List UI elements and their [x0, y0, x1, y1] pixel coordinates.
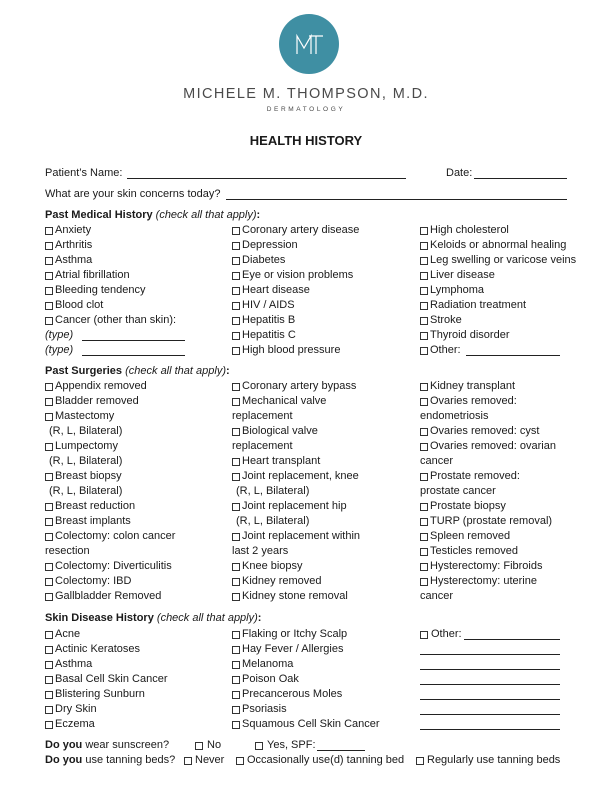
specialty: DERMATOLOGY: [266, 106, 346, 113]
date-field[interactable]: [474, 178, 567, 179]
checkbox[interactable]: [232, 347, 240, 355]
date-label: Date:: [446, 167, 473, 179]
checkbox[interactable]: [232, 706, 240, 714]
checklist-item-label: Biological valve: [242, 425, 318, 437]
checkbox[interactable]: [45, 257, 53, 265]
checklist-item-label: Testicles removed: [430, 545, 519, 557]
cancer-type-field-2[interactable]: [82, 355, 185, 356]
skin-other-line[interactable]: [420, 654, 560, 655]
checklist-item-label: Prostate biopsy: [430, 500, 506, 512]
checkbox[interactable]: [420, 473, 428, 481]
skin-concerns-field[interactable]: [226, 199, 567, 200]
checklist-item-label: High cholesterol: [430, 224, 509, 236]
checklist-item-label: Arthritis: [55, 239, 93, 251]
checklist-item-label: Dry Skin: [55, 703, 97, 715]
form-title: HEALTH HISTORY: [249, 133, 363, 148]
checklist-item-label: Depression: [242, 239, 298, 251]
skin-history-heading: Skin Disease History (check all that apply):: [45, 612, 262, 624]
checkbox[interactable]: [184, 757, 192, 765]
checkbox[interactable]: [232, 691, 240, 699]
checkbox[interactable]: [232, 272, 240, 280]
checkbox[interactable]: [45, 473, 53, 481]
checklist-item-label: Asthma: [55, 254, 93, 266]
checklist-item-label: Breast implants: [55, 515, 131, 527]
checklist-item-label: TURP (prostate removal): [430, 515, 553, 527]
checkbox[interactable]: [232, 593, 240, 601]
skin-other-label: Other:: [431, 628, 462, 640]
checklist-item-label: Bleeding tendency: [55, 284, 146, 296]
checkbox[interactable]: [45, 413, 53, 421]
checklist-item-label: Mastectomy: [55, 410, 115, 422]
checklist-item-label: Stroke: [430, 314, 462, 326]
checkbox[interactable]: [45, 242, 53, 250]
checkbox[interactable]: [420, 503, 428, 511]
checklist-item-label: endometriosis: [420, 410, 489, 422]
checklist-item-label: Breast reduction: [55, 500, 136, 512]
checklist-item-label: (R, L, Bilateral): [49, 425, 123, 437]
checklist-item-label: Ovaries removed: ovarian: [430, 440, 556, 452]
checklist-item-label: Coronary artery bypass: [242, 380, 357, 392]
practice-logo: [279, 14, 339, 74]
checkbox[interactable]: [232, 721, 240, 729]
checkbox[interactable]: [45, 518, 53, 526]
checkbox[interactable]: [420, 302, 428, 310]
tanning-regular-label: Regularly use tanning beds: [427, 754, 561, 766]
checklist-item-label: Hepatitis B: [242, 314, 296, 326]
checklist-item-label: Spleen removed: [430, 530, 511, 542]
checklist-item-label: cancer: [420, 455, 454, 467]
checkbox[interactable]: [420, 272, 428, 280]
checklist-item-label: Atrial fibrillation: [55, 269, 130, 281]
checklist-item-label: Colectomy: colon cancer: [55, 530, 176, 542]
checklist-item-label: prostate cancer: [420, 485, 496, 497]
checklist-item-label: replacement: [232, 440, 293, 452]
checklist-item-label: Eye or vision problems: [242, 269, 354, 281]
checklist-item-label: Hysterectomy: uterine: [430, 575, 537, 587]
checklist-item-label: Actinic Keratoses: [55, 643, 140, 655]
checkbox[interactable]: [232, 257, 240, 265]
checklist-item-label: Precancerous Moles: [242, 688, 343, 700]
skin-concerns-label: What are your skin concerns today?: [45, 188, 221, 200]
checkbox[interactable]: [45, 721, 53, 729]
medical-history-heading: Past Medical History (check all that apply):: [45, 209, 261, 221]
checkbox[interactable]: [232, 473, 240, 481]
checklist-item-label: High blood pressure: [242, 344, 341, 356]
checkbox[interactable]: [45, 593, 53, 601]
checklist-item-label: Bladder removed: [55, 395, 139, 407]
checklist-item-label: Heart transplant: [242, 455, 321, 467]
checklist-item-label: Prostate removed:: [430, 470, 520, 482]
checkbox[interactable]: [232, 661, 240, 669]
checkbox[interactable]: [420, 563, 428, 571]
checkbox[interactable]: [420, 443, 428, 451]
checkbox[interactable]: [420, 578, 428, 586]
checklist-item-label: Kidney stone removal: [242, 590, 348, 602]
checkbox[interactable]: [420, 548, 428, 556]
checklist-item-label: Knee biopsy: [242, 560, 303, 572]
checkbox[interactable]: [232, 317, 240, 325]
checkbox[interactable]: [45, 563, 53, 571]
checklist-item-label: replacement: [232, 410, 293, 422]
checklist-item-label: Keloids or abnormal healing: [430, 239, 567, 251]
checkbox[interactable]: [45, 503, 53, 511]
checkbox[interactable]: [232, 227, 240, 235]
checklist-item-label: Hysterectomy: Fibroids: [430, 560, 543, 572]
checklist-item-label: Asthma: [55, 658, 93, 670]
checklist-item-label: Anxiety: [55, 224, 92, 236]
checkbox[interactable]: [45, 287, 53, 295]
checklist-item-label: cancer: [420, 590, 454, 602]
checklist-item-label: Diabetes: [242, 254, 286, 266]
checklist-item-label: Breast biopsy: [55, 470, 122, 482]
patient-name-label: Patient’s Name:: [45, 167, 123, 179]
checkbox[interactable]: [45, 646, 53, 654]
checkbox[interactable]: [420, 332, 428, 340]
checkbox[interactable]: [45, 398, 53, 406]
checkbox[interactable]: [45, 317, 53, 325]
medical-other-field[interactable]: [466, 355, 560, 356]
checklist-item-label: resection: [45, 545, 90, 557]
checkbox[interactable]: [45, 676, 53, 684]
checkbox[interactable]: [420, 631, 428, 639]
checklist-item-label: Other:: [430, 344, 461, 356]
checkbox[interactable]: [420, 518, 428, 526]
checkbox[interactable]: [232, 428, 240, 436]
checklist-item-label: Flaking or Itchy Scalp: [242, 628, 348, 640]
checklist-item-label: Ovaries removed: cyst: [430, 425, 540, 437]
checkbox[interactable]: [232, 503, 240, 511]
tanning-question: Do you use tanning beds?: [45, 754, 176, 766]
checklist-item-label: Cancer (other than skin):: [55, 314, 177, 326]
checkbox[interactable]: [195, 742, 203, 750]
checkbox[interactable]: [232, 533, 240, 541]
cancer-type-label-2: (type): [45, 344, 74, 356]
checkbox[interactable]: [232, 332, 240, 340]
patient-name-field[interactable]: [127, 178, 406, 179]
checkbox[interactable]: [232, 302, 240, 310]
checkbox[interactable]: [420, 257, 428, 265]
checklist-item-label: Appendix removed: [55, 380, 147, 392]
checklist-item-label: Poison Oak: [242, 673, 299, 685]
checklist-item-label: Radiation treatment: [430, 299, 526, 311]
checkbox[interactable]: [45, 272, 53, 280]
checkbox[interactable]: [45, 691, 53, 699]
checkbox[interactable]: [45, 227, 53, 235]
checkbox[interactable]: [232, 578, 240, 586]
sunscreen-no-label: No: [207, 739, 222, 751]
checkbox[interactable]: [236, 757, 244, 765]
checklist-item-label: (R, L, Bilateral): [49, 485, 123, 497]
checkbox[interactable]: [420, 317, 428, 325]
sunscreen-question: Do you wear sunscreen?: [45, 739, 170, 751]
checkbox[interactable]: [420, 428, 428, 436]
checkbox[interactable]: [232, 563, 240, 571]
skin-other-line[interactable]: [420, 699, 560, 700]
checklist-item-label: Thyroid disorder: [430, 329, 510, 341]
doctor-name: MICHELE M. THOMPSON, M.D.: [183, 86, 429, 102]
cancer-type-field-1[interactable]: [82, 340, 185, 341]
checkbox[interactable]: [416, 757, 424, 765]
tanning-occasional-label: Occasionally use(d) tanning bed: [247, 754, 405, 766]
checklist-item-label: Joint replacement, knee: [242, 470, 359, 482]
skin-other-line[interactable]: [420, 729, 560, 730]
checkbox[interactable]: [420, 227, 428, 235]
checkbox[interactable]: [420, 242, 428, 250]
checkbox[interactable]: [232, 242, 240, 250]
checklist-item-label: Leg swelling or varicose veins: [430, 254, 577, 266]
checklist-item-label: Mechanical valve: [242, 395, 327, 407]
checkbox[interactable]: [45, 302, 53, 310]
checkbox[interactable]: [232, 458, 240, 466]
checkbox[interactable]: [45, 661, 53, 669]
checklist-item-label: Blood clot: [55, 299, 104, 311]
surgeries-heading: Past Surgeries (check all that apply):: [45, 365, 230, 377]
checklist-item-label: Lymphoma: [430, 284, 485, 296]
checkbox[interactable]: [232, 631, 240, 639]
checkbox[interactable]: [232, 287, 240, 295]
checklist-item-label: Blistering Sunburn: [55, 688, 145, 700]
tanning-never-label: Never: [195, 754, 225, 766]
checkbox[interactable]: [45, 383, 53, 391]
checkbox[interactable]: [420, 533, 428, 541]
checkbox[interactable]: [232, 383, 240, 391]
checklist-item-label: (R, L, Bilateral): [236, 515, 310, 527]
checkbox[interactable]: [45, 443, 53, 451]
checklist-item-label: Psoriasis: [242, 703, 287, 715]
checklist-item-label: Hepatitis C: [242, 329, 296, 341]
skin-other-field[interactable]: [464, 639, 560, 640]
checkbox[interactable]: [232, 398, 240, 406]
checkbox[interactable]: [232, 646, 240, 654]
checkbox[interactable]: [45, 631, 53, 639]
checkbox[interactable]: [420, 287, 428, 295]
checklist-item-label: Joint replacement hip: [242, 500, 347, 512]
checklist-item-label: HIV / AIDS: [242, 299, 295, 311]
checklist-item-label: Coronary artery disease: [242, 224, 360, 236]
checkbox[interactable]: [232, 676, 240, 684]
checklist-item-label: Colectomy: IBD: [55, 575, 132, 587]
checklist-item-label: Acne: [55, 628, 81, 640]
checklist-item-label: Lumpectomy: [55, 440, 118, 452]
checkbox[interactable]: [255, 742, 263, 750]
checklist-item-label: Kidney transplant: [430, 380, 515, 392]
checkbox[interactable]: [45, 533, 53, 541]
checklist-item-label: Kidney removed: [242, 575, 322, 587]
checklist-item-label: Liver disease: [430, 269, 495, 281]
checklist-item-label: Melanoma: [242, 658, 294, 670]
checklist-item-label: (R, L, Bilateral): [236, 485, 310, 497]
checkbox[interactable]: [45, 706, 53, 714]
checkbox[interactable]: [420, 347, 428, 355]
skin-other-line[interactable]: [420, 684, 560, 685]
skin-other-line[interactable]: [420, 669, 560, 670]
cancer-type-label-1: (type): [45, 329, 74, 341]
spf-field[interactable]: [317, 750, 365, 751]
checklist-item-label: Eczema: [55, 718, 95, 730]
checkbox[interactable]: [420, 383, 428, 391]
checklist-item-label: Colectomy: Diverticulitis: [55, 560, 172, 572]
checklist-item-label: last 2 years: [232, 545, 289, 557]
skin-other-line[interactable]: [420, 714, 560, 715]
checklist-item-label: Joint replacement within: [242, 530, 361, 542]
sunscreen-yes-label: Yes, SPF:: [267, 739, 316, 751]
checklist-item-label: Basal Cell Skin Cancer: [55, 673, 168, 685]
checklist-item-label: Gallbladder Removed: [55, 590, 162, 602]
checkbox[interactable]: [420, 398, 428, 406]
checklist-item-label: (R, L, Bilateral): [49, 455, 123, 467]
checklist-item-label: Hay Fever / Allergies: [242, 643, 344, 655]
checklist-item-label: Heart disease: [242, 284, 310, 296]
checklist-item-label: Ovaries removed:: [430, 395, 517, 407]
checklist-item-label: Squamous Cell Skin Cancer: [242, 718, 380, 730]
checkbox[interactable]: [45, 578, 53, 586]
